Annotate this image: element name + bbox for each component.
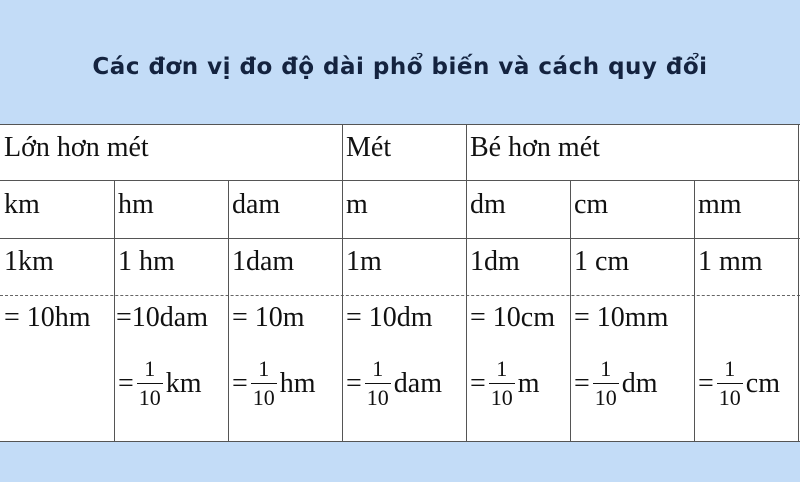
group-header-meter: Mét xyxy=(346,132,392,163)
equals-sign: = xyxy=(232,367,248,399)
fraction-unit: dm xyxy=(621,367,658,399)
fraction-unit: hm xyxy=(279,367,316,399)
fraction-cell xyxy=(118,358,202,409)
table-divider xyxy=(694,180,695,442)
fraction-numerator: 1 xyxy=(496,356,508,381)
fraction xyxy=(251,358,277,409)
unit-cell: m xyxy=(346,189,368,220)
table-divider xyxy=(114,180,115,442)
equals-cell: = 10hm xyxy=(4,302,91,333)
one-unit-cell: 1m xyxy=(346,246,382,277)
fraction-cell xyxy=(574,358,658,409)
unit-cell: cm xyxy=(574,189,609,220)
page-title: Các đơn vị đo độ dài phổ biến và cách quy đổi xyxy=(92,54,708,80)
equals-cell: =10dam xyxy=(116,302,208,333)
table-rule xyxy=(0,180,800,181)
equals-cell: = 10cm xyxy=(470,302,555,333)
table-divider xyxy=(798,124,799,442)
equals-sign: = xyxy=(698,367,714,399)
table-divider xyxy=(342,124,343,442)
conversion-table xyxy=(0,124,800,442)
fraction-unit: cm xyxy=(745,367,781,399)
fraction-unit: dam xyxy=(393,367,443,399)
fraction-denominator: 10 xyxy=(252,385,275,410)
one-unit-cell: 1dam xyxy=(232,246,295,277)
unit-cell: dam xyxy=(232,189,281,220)
fraction-denominator: 10 xyxy=(594,385,617,410)
table-rule xyxy=(0,124,800,125)
table-rule xyxy=(0,238,800,239)
one-unit-cell: 1km xyxy=(4,246,54,277)
fraction-cell xyxy=(698,358,780,409)
fraction-numerator: 1 xyxy=(144,356,156,381)
one-unit-cell: 1 mm xyxy=(698,246,763,277)
fraction-numerator: 1 xyxy=(258,356,270,381)
fraction xyxy=(593,358,619,409)
equals-sign: = xyxy=(574,367,590,399)
fraction-numerator: 1 xyxy=(600,356,612,381)
table-divider xyxy=(570,180,571,442)
one-unit-cell: 1dm xyxy=(470,246,520,277)
equals-cell: = 10dm xyxy=(346,302,433,333)
equals-sign: = xyxy=(346,367,362,399)
fraction-unit: km xyxy=(165,367,202,399)
fraction-cell xyxy=(346,358,442,409)
table-rule xyxy=(0,441,800,442)
table-divider xyxy=(466,124,467,442)
unit-cell: dm xyxy=(470,189,506,220)
fraction-cell xyxy=(232,358,316,409)
fraction xyxy=(365,358,391,409)
table-rule xyxy=(0,295,800,296)
table-divider xyxy=(228,180,229,442)
fraction xyxy=(717,358,743,409)
equals-cell: = 10m xyxy=(232,302,305,333)
fraction xyxy=(489,358,515,409)
one-unit-cell: 1 cm xyxy=(574,246,630,277)
fraction xyxy=(137,358,163,409)
unit-cell: mm xyxy=(698,189,742,220)
fraction-denominator: 10 xyxy=(490,385,513,410)
unit-cell: km xyxy=(4,189,40,220)
equals-cell: = 10mm xyxy=(574,302,669,333)
fraction-denominator: 10 xyxy=(138,385,161,410)
fraction-cell xyxy=(470,358,540,409)
equals-sign: = xyxy=(470,367,486,399)
unit-cell: hm xyxy=(118,189,154,220)
fraction-denominator: 10 xyxy=(718,385,741,410)
group-header-larger: Lớn hơn mét xyxy=(4,132,149,163)
fraction-denominator: 10 xyxy=(366,385,389,410)
one-unit-cell: 1 hm xyxy=(118,246,175,277)
group-header-smaller: Bé hơn mét xyxy=(470,132,600,163)
equals-sign: = xyxy=(118,367,134,399)
fraction-numerator: 1 xyxy=(724,356,736,381)
fraction-unit: m xyxy=(517,367,540,399)
fraction-numerator: 1 xyxy=(372,356,384,381)
